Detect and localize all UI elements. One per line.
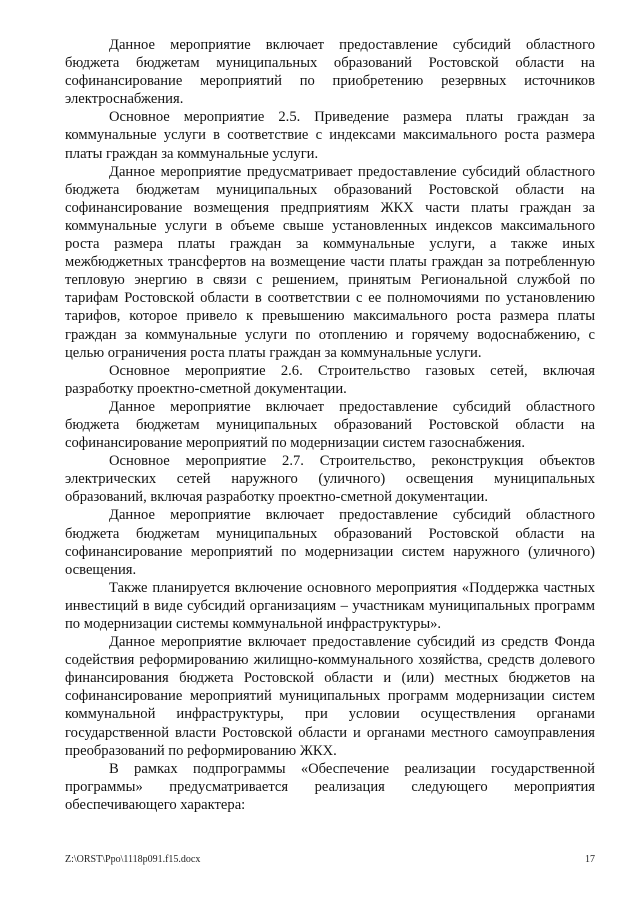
document-page [65, 36, 595, 814]
paragraph-10: В рамках подпрограммы «Обеспечение реализации государственной программы» предусматривается реализация следующего мероприятия обеспечивающего характера: [65, 760, 595, 813]
paragraph-2: Основное мероприятие 2.5. Приведение размера платы граждан за коммунальные услуги в соответствие с индексами максимального роста размера платы граждан за коммунальные услуги. [65, 109, 595, 162]
paragraph-9: Данное мероприятие включает предоставление субсидий из средств Фонда содействия реформированию жилищно-коммунального хозяйства, средств долевого финансирования бюджета Ростовской области и (или) местных бюджетов на софинансирование мероприятий муниципальных программ модернизации систем коммунальной инфраструктуры, при условии осуществления органами государственной власти Ростовской области и органами местного самоуправления преобразований по реформированию ЖКХ. [65, 634, 595, 759]
paragraph-3: Данное мероприятие предусматривает предоставление субсидий областного бюджета бюджетам муниципальных образований Ростовской области на софинансирование возмещения предприятиям ЖКХ части платы граждан за коммунальные услуги в объеме свыше установленных индексов максимального роста размера платы граждан за коммунальные услуги, а также иных межбюджетных трансфертов на возмещение части платы граждан за потребленную тепловую энергию в связи с решением, принятым Региональной службой по тарифам Ростовской области в соответствии с ее полномочиями по установлению тарифов, которое привело к превышению максимального роста размера платы граждан за коммунальные услуги по отоплению и горячему водоснабжению, с целью ограничения роста платы граждан за коммунальные услуги. [65, 163, 595, 361]
paragraph-1: Данное мероприятие включает предоставление субсидий областного бюджета бюджетам муниципальных образований Ростовской области на софинансирование мероприятий по приобретению резервных источников электроснабжения. [65, 37, 595, 108]
paragraph-7: Данное мероприятие включает предоставление субсидий областного бюджета бюджетам муниципальных образований Ростовской области на софинансирование мероприятий по модернизации систем наружного (уличного) освещения. [65, 507, 595, 578]
footer-page-number: 17 [585, 854, 595, 865]
paragraph-5: Данное мероприятие включает предоставление субсидий областного бюджета бюджетам муниципальных образований Ростовской области на софинансирование мероприятий по модернизации систем газоснабжения. [65, 398, 595, 452]
paragraph-8: Также планируется включение основного мероприятия «Поддержка частных инвестиций в виде субсидий организациям – участникам муниципальных программ по модернизации системы коммунальной инфраструктуры». [65, 579, 595, 632]
paragraph-6: Основное мероприятие 2.7. Строительство, реконструкция объектов электрических сетей наружного (уличного) освещения муниципальных образований, включая разработку проектно-сметной документации. [65, 453, 595, 506]
paragraph-4: Основное мероприятие 2.6. Строительство газовых сетей, включая разработку проектно-сметной документации. [65, 362, 595, 397]
footer-file-path: Z:\ORST\Ppo\1118p091.f15.docx [65, 854, 201, 865]
